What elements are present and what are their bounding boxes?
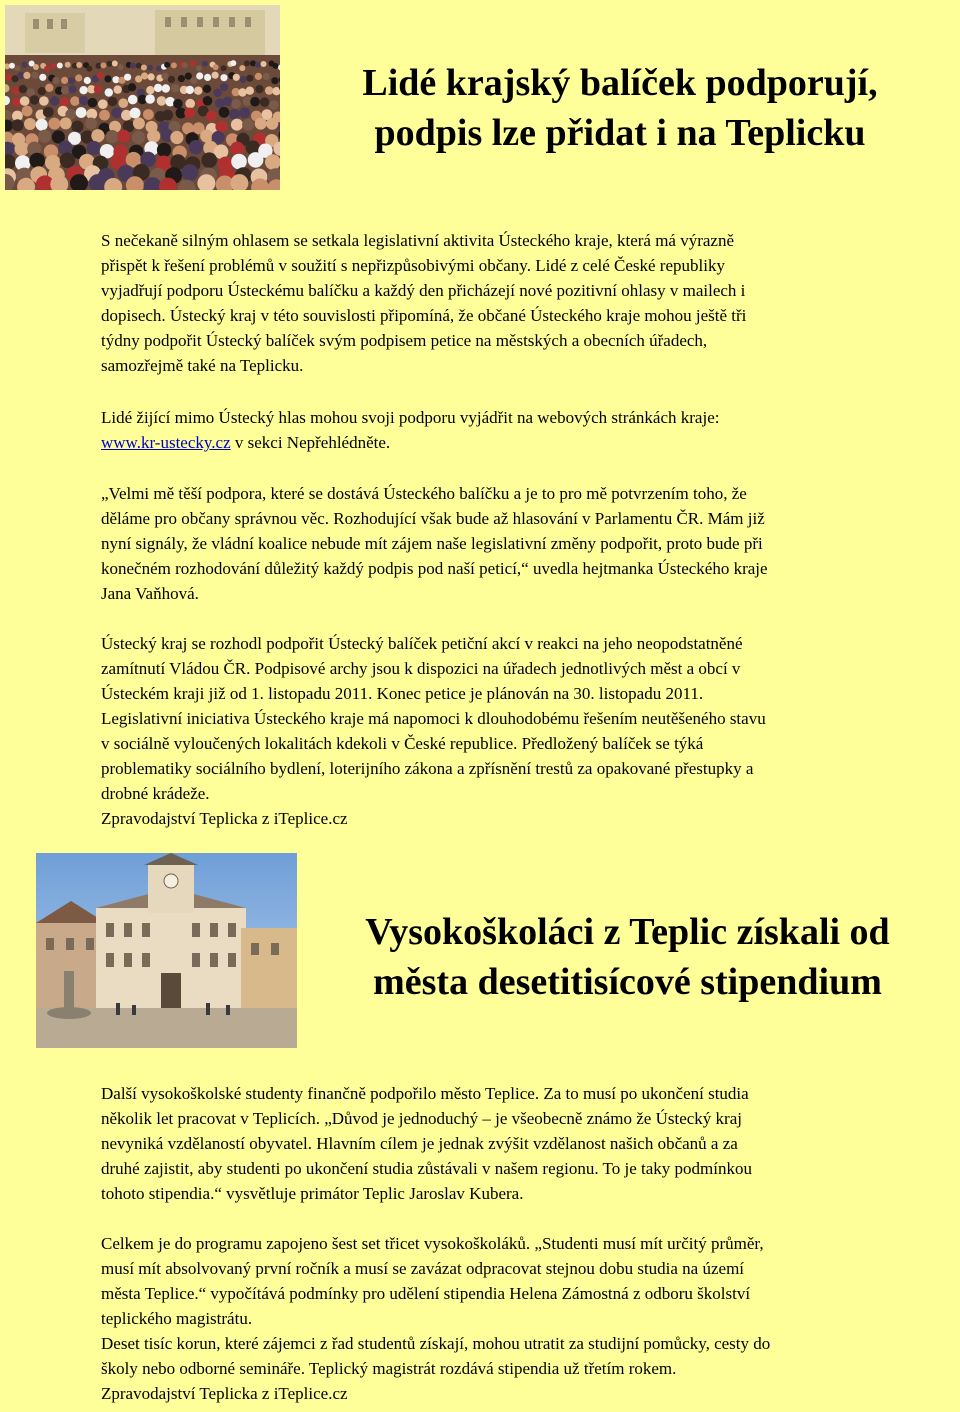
text-line: zamítnutí Vládou ČR. Podpisové archy jsou k dispozici na úřadech jednotlivých měst a obcí v [101,659,741,678]
text-line: musí mít absolvovaný první ročník a musí se zavázat odpracovat stejnou dobu studia na území [101,1259,745,1278]
text-line: Legislativní iniciativa Ústeckého kraje má napomoci k dlouhodobému řešením neutěšeného stavu [101,709,766,728]
text-line: samozřejmě také na Teplicku. [101,356,304,375]
text-line: dopisech. Ústecký kraj v této souvislosti připomíná, že občané Ústeckého kraje mohou ještě tři [101,306,747,325]
text-line: tohoto stipendia.“ vysvětluje primátor Teplic Jaroslav Kubera. [101,1184,524,1203]
text-line: Lidé žijící mimo Ústecký hlas mohou svoji podporu vyjádřit na webových stránkách kraje: [101,408,720,427]
text-line: „Velmi mě těší podpora, které se dostává Ústeckého balíčku a je to pro mě potvrzením toho, že [101,484,747,503]
text-line: v sociálně vyloučených lokalitách kdekoli v České republice. Předložený balíček se týká [101,734,704,753]
headline-2 [300,907,955,1007]
text-line: drobné krádeže. [101,784,210,803]
text-line: Další vysokoškolské studenty finančně podpořilo město Teplice. Za to musí po ukončení studia [101,1084,749,1103]
text-line: několik let pracovat v Teplicích. „Důvod je jednoduchý – je všeobecně známo že Ústecký kraj [101,1109,742,1128]
headline-2-line: města desetitisícové stipendium [373,961,882,1003]
text-line: nyní signály, že vládní koalice nebude mít zájem naše legislativní změny podpořit, proto bude při [101,534,763,553]
kr-ustecky-link[interactable]: www.kr-ustecky.cz [101,433,231,452]
headline-1-line: podpis lze přidat i na Teplicku [374,112,866,154]
text-line: týdny podpořit Ústecký balíček svým podpisem petice na městských a obecních úřadech, [101,331,708,350]
text-line: Jana Vaňhová. [101,584,199,603]
crowd-photo [5,5,280,190]
headline-1-line: Lidé krajský balíček podporují, [362,62,878,104]
text-line: problematiky sociálního bydlení, loterijního zákona a zpřísnění trestů za opakované přestupky a [101,759,754,778]
headline-2-line: Vysokoškoláci z Teplic získali od [365,911,890,953]
text-line: teplického magistrátu. [101,1309,253,1328]
text-line: konečném rozhodování důležitý každý podpis pod naší peticí,“ uvedla hejtmanka Ústeckého kraje [101,559,768,578]
text-fragment: v sekci Nepřehlédněte. [230,433,391,452]
text-line: Ústecký kraj se rozhodl podpořit Ústecký balíček petiční akcí v reakci na jeho neopodstatněné [101,634,743,653]
text-line: Celkem je do programu zapojeno šest set třicet vysokoškoláků. „Studenti musí mít určitý průměr, [101,1234,764,1253]
town-hall-photo [36,853,297,1048]
text-line: přispět k řešení problémů v soužití s nepřizpůsobivými občany. Lidé z celé České republiky [101,256,725,275]
article-1-paragraph-2 [101,405,941,455]
text-line: nevyniká vzdělaností obyvatel. Hlavním cílem je jednak zvýšit vzdělanost našich občanů a za [101,1134,738,1153]
article-1-quote-paragraph [101,481,941,606]
text-line: Ústeckém kraji již od 1. listopadu 2011. Konec petice je plánován na 30. listopadu 2011. [101,684,704,703]
headline-1 [300,58,940,158]
article-1-paragraph-4 [101,631,941,831]
article-2-paragraph-1 [101,1081,941,1206]
text-line: děláme pro občany správnou věc. Rozhodující však bude až hlasování v Parlamentu ČR. Mám již [101,509,765,528]
article-1-paragraph-1 [101,228,941,378]
text-line [101,430,941,455]
source-credit: Zpravodajství Teplicka z iTeplice.cz [101,809,348,828]
text-line: školy nebo odborné semináře. Teplický magistrát rozdává stipendia už třetím rokem. [101,1359,677,1378]
text-line: vyjadřují podporu Ústeckému balíčku a každý den přicházejí nové pozitivní ohlasy v mailech i [101,281,746,300]
text-line: Deset tisíc korun, které zájemci z řad studentů získají, mohou utratit za studijní pomůcky, cesty do [101,1334,771,1353]
source-credit: Zpravodajství Teplicka z iTeplice.cz [101,1384,348,1403]
article-2-paragraph-2 [101,1231,941,1406]
text-line: města Teplice.“ vypočítává podmínky pro udělení stipendia Helena Zámostná z odboru školství [101,1284,751,1303]
text-line: S nečekaně silným ohlasem se setkala legislativní aktivita Ústeckého kraje, která má výrazně [101,231,735,250]
text-line: druhé zajistit, aby studenti po ukončení studia zůstávali v našem regionu. To je taky podmínkou [101,1159,752,1178]
